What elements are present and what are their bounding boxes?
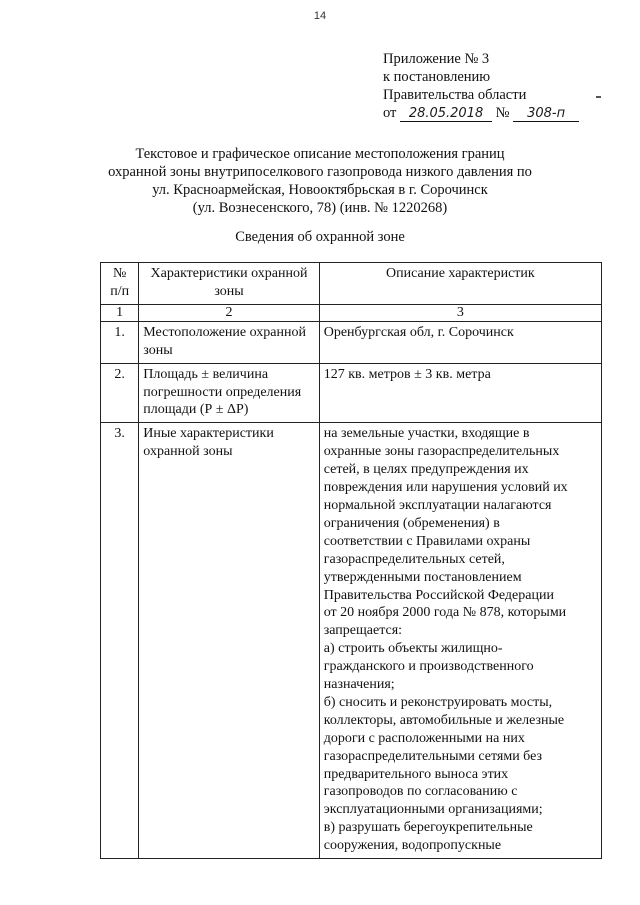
row-number: 2. xyxy=(101,363,139,423)
row-description xyxy=(319,423,601,859)
cell-line: дороги с расположенными на них xyxy=(323,730,525,746)
cell-line: в) разрушать берегоукрепительные xyxy=(323,820,533,836)
table-row xyxy=(101,363,602,423)
cell-line: Оренбургская обл, г. Сорочинск xyxy=(323,324,514,340)
cell-line: газораспределительных сетей, xyxy=(323,551,505,567)
column-number: 3 xyxy=(319,304,601,321)
cell-line: зоны xyxy=(143,342,173,358)
row-characteristic xyxy=(139,363,319,423)
header-number xyxy=(101,263,139,305)
row-characteristic xyxy=(139,423,319,859)
cell-line: газораспределительными сетями без xyxy=(323,748,543,764)
table-row xyxy=(101,321,602,363)
cell-line: утвержденными постановлением xyxy=(323,569,522,585)
header-description xyxy=(319,263,601,305)
date-prefix: от xyxy=(383,105,397,121)
section-subtitle: Сведения об охранной зоне xyxy=(235,229,405,245)
cell-line: Местоположение охранной xyxy=(143,324,306,340)
cell-line: газопроводов по согласованию с xyxy=(323,784,518,800)
title-line-1: Текстовое и графическое описание местоположения границ xyxy=(135,146,505,162)
cell-line: предварительного выноса этих xyxy=(323,766,509,782)
cell-line: б) сносить и реконструировать мосты, xyxy=(323,694,553,710)
cell-line: сетей, в целях предупреждения их xyxy=(323,462,529,478)
appendix-date-line xyxy=(383,104,623,122)
header-characteristics-line: Характеристики охранной xyxy=(150,266,308,281)
cell-line: гражданского и производственного xyxy=(323,659,534,675)
appendix-title: Приложение № 3 xyxy=(383,51,490,67)
cell-line: Иные характеристики xyxy=(143,426,274,442)
handwritten-date: 28.05.2018 xyxy=(400,107,492,122)
row-description xyxy=(319,363,601,423)
cell-line: Правительства Российской Федерации xyxy=(323,587,554,603)
column-number: 1 xyxy=(101,304,139,321)
cell-line: от 20 ноября 2000 года № 878, которыми xyxy=(323,605,567,621)
title-line-3: ул. Красноармейская, Новооктябрьская в г. Сорочинск xyxy=(152,182,488,198)
header-characteristics xyxy=(139,263,319,305)
appendix-line-2: к постановлению xyxy=(383,69,491,85)
title-line-2: охранной зоны внутрипоселкового газопровода низкого давления по xyxy=(108,164,532,180)
cell-line: повреждения или нарушения условий их xyxy=(323,480,568,496)
column-number: 2 xyxy=(139,304,319,321)
number-prefix: № xyxy=(495,105,510,121)
cell-line: ограничения (обременения) в xyxy=(323,515,500,531)
cell-line: соответствии с Правилами охраны xyxy=(323,533,531,549)
cell-line: площади (Р ± ΔР) xyxy=(143,402,249,418)
row-number: 3. xyxy=(101,423,139,859)
cell-line: запрещается: xyxy=(323,623,403,639)
appendix-block xyxy=(383,50,623,122)
document-title xyxy=(60,145,580,217)
cell-line: а) строить объекты жилищно- xyxy=(323,641,503,657)
cell-line: охранной зоны xyxy=(143,444,233,460)
cell-line: погрешности определения xyxy=(143,384,302,400)
column-numbers-row xyxy=(101,304,602,321)
row-characteristic xyxy=(139,321,319,363)
cell-line: на земельные участки, входящие в xyxy=(323,426,530,442)
title-line-4: (ул. Вознесенского, 78) (инв. № 1220268) xyxy=(192,200,448,216)
cell-line: сооружения, водопропускные xyxy=(323,838,502,854)
cell-line: 127 кв. метров ± 3 кв. метра xyxy=(323,366,491,382)
header-number-line: № xyxy=(112,266,127,281)
cell-line: эксплуатационными организациями; xyxy=(323,802,543,818)
table-header-row xyxy=(101,263,602,305)
handwritten-number: 308-п xyxy=(513,107,579,122)
cell-line: охранные зоны газораспределительных xyxy=(323,444,560,460)
cell-line: коллекторы, автомобильные и железные xyxy=(323,712,565,728)
row-number: 1. xyxy=(101,321,139,363)
cell-line: назначения; xyxy=(323,677,395,693)
page-number: 14 xyxy=(313,10,327,22)
appendix-line-3: Правительства области xyxy=(383,87,527,103)
header-characteristics-line: зоны xyxy=(214,283,244,299)
row-description xyxy=(319,321,601,363)
zone-info-table xyxy=(100,262,602,859)
header-number-line: п/п xyxy=(110,283,130,299)
header-description-line: Описание характеристик xyxy=(386,266,535,281)
table-row xyxy=(101,423,602,859)
cell-line: Площадь ± величина xyxy=(143,366,269,382)
stray-mark xyxy=(596,96,601,98)
cell-line: нормальной эксплуатации налагаются xyxy=(323,497,552,513)
